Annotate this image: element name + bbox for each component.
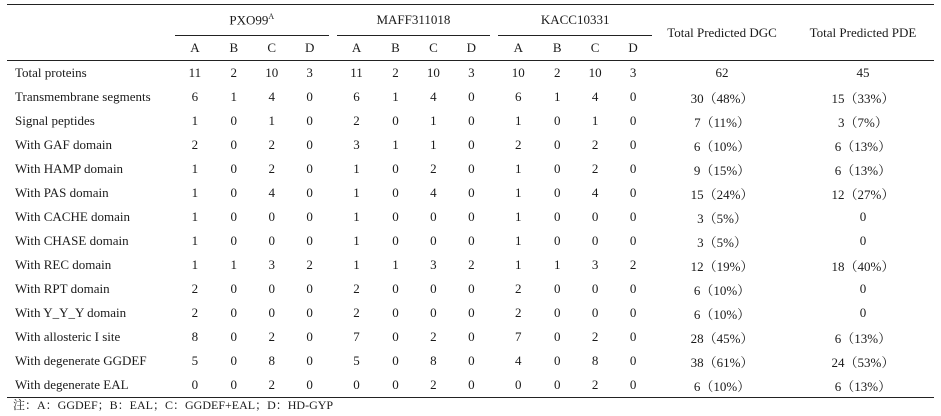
- table-cell: 1: [230, 257, 238, 272]
- column-gap: [329, 85, 337, 109]
- column-gap: [329, 229, 337, 253]
- table-cell: 0: [553, 353, 561, 368]
- column-gap: [490, 85, 498, 109]
- table-cell: 0: [591, 281, 599, 296]
- table-row: [7, 325, 934, 349]
- column-gap: [329, 157, 337, 181]
- dgc-cell: 28（45%）: [690, 330, 754, 346]
- table-cell: 0: [430, 209, 437, 224]
- column-gap: [490, 253, 498, 277]
- table-row: [7, 349, 934, 373]
- table-cell: 0: [629, 209, 637, 224]
- table-cell: 0: [629, 329, 637, 344]
- column-gap: [490, 205, 498, 229]
- dgc-cell: 3（5%）: [697, 234, 747, 250]
- table-row: [7, 157, 934, 181]
- table-cell: 0: [306, 161, 313, 176]
- table-cell: 0: [629, 137, 637, 152]
- pde-cell: 18（40%）: [831, 258, 895, 274]
- table-cell: 0: [230, 161, 238, 176]
- table-cell: 0: [430, 305, 437, 320]
- sub-header: D: [614, 36, 652, 61]
- table-row: [7, 85, 934, 109]
- table-cell: 0: [306, 89, 313, 104]
- table-cell: 0: [306, 329, 313, 344]
- table-cell: 0: [468, 281, 475, 296]
- table-cell: 0: [553, 329, 561, 344]
- dgc-cell: 30（48%）: [690, 90, 754, 106]
- table-cell: 2: [515, 305, 522, 320]
- table-cell: 1: [353, 257, 360, 272]
- table-cell: 4: [430, 185, 437, 200]
- table-cell: 0: [230, 137, 238, 152]
- table-cell: 2: [191, 137, 199, 152]
- pde-cell: 0: [859, 209, 867, 224]
- total-dgc-header: Total Predicted DGC: [652, 5, 792, 61]
- table-cell: 0: [629, 185, 637, 200]
- pde-cell: 6（13%）: [792, 373, 934, 398]
- table-cell: 1: [515, 257, 522, 272]
- table-cell: 4: [515, 353, 522, 368]
- pde-cell: 45: [856, 65, 870, 80]
- table-cell: 0: [392, 329, 399, 344]
- table-cell: 0: [230, 281, 238, 296]
- table-cell: 0: [468, 329, 475, 344]
- table-cell: 1: [191, 185, 199, 200]
- table-cell: 6: [191, 89, 199, 104]
- table-cell: 1: [353, 185, 360, 200]
- table-cell: 1: [191, 209, 199, 224]
- table-row: [7, 205, 934, 229]
- table-cell: 0: [468, 161, 475, 176]
- table-cell: 0: [553, 185, 561, 200]
- table-cell: 8: [591, 353, 599, 368]
- table-cell: 1: [591, 113, 599, 128]
- table-cell: 11: [350, 65, 363, 80]
- table-cell: 2: [353, 281, 360, 296]
- table-cell: 0: [268, 305, 275, 320]
- row-label: With PAS domain: [15, 185, 109, 200]
- table-cell: 1: [392, 257, 399, 272]
- table-cell: 0: [392, 209, 399, 224]
- row-label: Transmembrane segments: [15, 89, 151, 104]
- table-cell: 2: [629, 257, 637, 272]
- column-gap: [490, 301, 498, 325]
- column-gap: [490, 133, 498, 157]
- table-cell: 2: [268, 137, 275, 152]
- table-cell: 0: [306, 185, 313, 200]
- column-gap: [490, 61, 498, 86]
- table-cell: 2: [553, 65, 561, 80]
- table-cell: 7: [515, 329, 522, 344]
- row-label: With degenerate GGDEF: [15, 353, 147, 368]
- table-cell: 0: [553, 281, 561, 296]
- column-gap: [490, 229, 498, 253]
- table-cell: 0: [175, 373, 215, 398]
- table-cell: 0: [230, 209, 238, 224]
- table-cell: 5: [353, 353, 360, 368]
- row-label: With Y_Y_Y domain: [15, 305, 127, 320]
- table-cell: 10: [426, 65, 440, 80]
- dgc-cell: 9（15%）: [693, 162, 751, 178]
- table-cell: 0: [468, 353, 475, 368]
- table-cell: 0: [291, 373, 329, 398]
- table-cell: 1: [515, 161, 522, 176]
- sub-header: C: [414, 36, 452, 61]
- table-cell: 0: [553, 161, 561, 176]
- pde-cell: 12（27%）: [831, 186, 895, 202]
- table-row: [7, 253, 934, 277]
- dgc-cell: 6（10%）: [652, 373, 792, 398]
- table-cell: 1: [191, 113, 199, 128]
- table-cell: 0: [468, 113, 475, 128]
- table-cell: 0: [629, 89, 637, 104]
- table-cell: 0: [306, 233, 313, 248]
- table-cell: 3: [430, 257, 437, 272]
- column-gap: [329, 61, 337, 86]
- row-label: Total proteins: [15, 65, 87, 80]
- table-cell: 0: [452, 373, 490, 398]
- table-cell: 2: [591, 137, 599, 152]
- dgc-cell: 6（10%）: [693, 306, 751, 322]
- dgc-cell: 38（61%）: [690, 354, 754, 370]
- row-label: With allosteric I site: [15, 329, 121, 344]
- sub-header: D: [291, 36, 329, 61]
- table-cell: 0: [392, 185, 399, 200]
- table-cell: 1: [191, 257, 199, 272]
- table-cell: 8: [191, 329, 199, 344]
- table-cell: 1: [191, 161, 199, 176]
- column-gap: [490, 325, 498, 349]
- table-cell: 10: [511, 65, 525, 80]
- table-cell: 0: [230, 329, 238, 344]
- table-row: [7, 229, 934, 253]
- table-cell: 0: [392, 281, 399, 296]
- table-cell: 0: [306, 113, 313, 128]
- table-cell: 0: [498, 373, 538, 398]
- table-cell: 3: [629, 65, 637, 80]
- table-cell: 0: [392, 305, 399, 320]
- data-table: [7, 4, 934, 398]
- row-label: With GAF domain: [15, 137, 112, 152]
- table-cell: 1: [515, 113, 522, 128]
- table-cell: 0: [230, 233, 238, 248]
- table-cell: 1: [515, 209, 522, 224]
- table-cell: 4: [430, 89, 437, 104]
- table-cell: 0: [268, 281, 275, 296]
- table-cell: 0: [629, 353, 637, 368]
- sub-header: B: [538, 36, 576, 61]
- pde-cell: 6（13%）: [834, 330, 892, 346]
- column-gap: [329, 181, 337, 205]
- table-cell: 0: [468, 89, 475, 104]
- table-row: [7, 373, 934, 398]
- row-label: With RPT domain: [15, 281, 110, 296]
- table-cell: 2: [353, 113, 360, 128]
- table-cell: 1: [191, 233, 199, 248]
- row-label: With HAMP domain: [15, 161, 124, 176]
- table-cell: 0: [553, 209, 561, 224]
- table-cell: 0: [230, 113, 238, 128]
- table-cell: 0: [629, 233, 637, 248]
- table-row: [7, 277, 934, 301]
- table-cell: 10: [588, 65, 602, 80]
- column-gap: [329, 349, 337, 373]
- table-row: [7, 61, 934, 86]
- dgc-cell: 6（10%）: [693, 282, 751, 298]
- table-cell: 0: [337, 373, 377, 398]
- table-cell: 1: [353, 209, 360, 224]
- table-cell: 0: [306, 137, 313, 152]
- table-cell: 7: [353, 329, 360, 344]
- table-cell: 2: [230, 65, 238, 80]
- table-cell: 0: [230, 353, 238, 368]
- pde-cell: 6（13%）: [834, 138, 892, 154]
- table-cell: 2: [468, 257, 475, 272]
- column-gap: [329, 109, 337, 133]
- table-cell: 0: [306, 353, 313, 368]
- group-header-kacc10331: KACC10331: [498, 5, 652, 36]
- table-cell: 1: [353, 233, 360, 248]
- dgc-cell: 3（5%）: [697, 210, 747, 226]
- table-cell: 0: [306, 281, 313, 296]
- sub-header: A: [498, 36, 538, 61]
- table-cell: 1: [353, 161, 360, 176]
- table-cell: 2: [253, 373, 291, 398]
- column-gap: [329, 277, 337, 301]
- row-label: With CHASE domain: [15, 233, 129, 248]
- table-cell: 1: [430, 113, 437, 128]
- table-cell: 1: [392, 137, 399, 152]
- table-cell: 2: [353, 305, 360, 320]
- table-cell: 0: [629, 161, 637, 176]
- table-cell: 0: [614, 373, 652, 398]
- table-cell: 0: [468, 185, 475, 200]
- table-cell: 0: [430, 233, 437, 248]
- table-cell: 0: [230, 305, 238, 320]
- dgc-cell: 6（10%）: [693, 138, 751, 154]
- group-header-pxo99: $PXO99^A$: [175, 5, 329, 36]
- table-cell: 2: [515, 137, 522, 152]
- column-gap: [490, 181, 498, 205]
- table-body: [7, 61, 934, 398]
- table-cell: 0: [468, 305, 475, 320]
- table-cell: 3: [468, 65, 475, 80]
- table-cell: 2: [191, 281, 199, 296]
- table-cell: 0: [306, 209, 313, 224]
- table-row: [7, 109, 934, 133]
- table-cell: 0: [553, 233, 561, 248]
- table-cell: 0: [468, 137, 475, 152]
- sub-header: A: [337, 36, 377, 61]
- row-label: With degenerate EAL: [7, 373, 175, 398]
- table-cell: 0: [591, 233, 599, 248]
- column-gap: [329, 253, 337, 277]
- table-cell: 1: [230, 89, 238, 104]
- dgc-cell: 15（24%）: [690, 186, 754, 202]
- table-cell: 4: [268, 185, 275, 200]
- table-cell: 3: [268, 257, 275, 272]
- table-cell: 2: [515, 281, 522, 296]
- column-gap: [490, 277, 498, 301]
- table-cell: 10: [265, 65, 279, 80]
- table-cell: 6: [515, 89, 522, 104]
- table-cell: 0: [306, 305, 313, 320]
- table-row: [7, 301, 934, 325]
- table-cell: 0: [629, 305, 637, 320]
- pde-cell: 6（13%）: [834, 162, 892, 178]
- table-cell: 2: [392, 65, 399, 80]
- dgc-cell: 12（19%）: [690, 258, 754, 274]
- table-cell: 4: [591, 89, 599, 104]
- table-cell: 2: [430, 161, 437, 176]
- table-cell: 0: [268, 209, 275, 224]
- table-cell: 2: [591, 161, 599, 176]
- table-cell: 0: [468, 233, 475, 248]
- table-cell: 2: [268, 161, 275, 176]
- pde-cell: 24（53%）: [831, 354, 895, 370]
- table-cell: 0: [629, 113, 637, 128]
- row-label-header: [7, 5, 175, 36]
- table-cell: 2: [268, 329, 275, 344]
- table-cell: 1: [553, 89, 561, 104]
- table-cell: 2: [430, 329, 437, 344]
- table-cell: 1: [515, 185, 522, 200]
- table-cell: 3: [591, 257, 599, 272]
- table-cell: 1: [430, 137, 437, 152]
- table-cell: 0: [392, 161, 399, 176]
- column-gap: [490, 157, 498, 181]
- table-cell: 0: [268, 233, 275, 248]
- row-label: With CACHE domain: [15, 209, 131, 224]
- table-cell: 0: [553, 137, 561, 152]
- column-gap: [329, 325, 337, 349]
- sub-header: B: [215, 36, 253, 61]
- dgc-cell: 7（11%）: [694, 114, 750, 130]
- table-cell: 1: [553, 257, 561, 272]
- table-cell: 6: [353, 89, 360, 104]
- sub-header: C: [253, 36, 291, 61]
- pde-cell: 0: [859, 233, 867, 248]
- column-gap: [329, 205, 337, 229]
- table-cell: 0: [553, 113, 561, 128]
- table-cell: 2: [414, 373, 452, 398]
- total-pde-header: Total Predicted PDE: [792, 5, 934, 61]
- row-label: With REC domain: [15, 257, 112, 272]
- sub-header: A: [175, 36, 215, 61]
- table-row: [7, 181, 934, 205]
- table-cell: 1: [268, 113, 275, 128]
- table-cell: 0: [629, 281, 637, 296]
- table-cell: 5: [191, 353, 199, 368]
- sub-header: D: [452, 36, 490, 61]
- table-cell: 2: [576, 373, 614, 398]
- table-cell: 4: [591, 185, 599, 200]
- column-gap: [490, 349, 498, 373]
- table-cell: 0: [591, 305, 599, 320]
- table-cell: 0: [538, 373, 576, 398]
- table-cell: 1: [392, 89, 399, 104]
- table-cell: 0: [392, 353, 399, 368]
- table-cell: 3: [353, 137, 360, 152]
- table-cell: 2: [306, 257, 313, 272]
- table-cell: 0: [215, 373, 253, 398]
- group-header-maff311018: MAFF311018: [337, 5, 491, 36]
- sub-header: B: [377, 36, 415, 61]
- table-cell: 0: [392, 233, 399, 248]
- table-cell: 8: [430, 353, 437, 368]
- column-gap: [329, 133, 337, 157]
- table-cell: 2: [591, 329, 599, 344]
- pde-cell: 0: [859, 281, 867, 296]
- column-gap: [329, 301, 337, 325]
- table-cell: 0: [553, 305, 561, 320]
- table-cell: 2: [191, 305, 199, 320]
- table-cell: 0: [468, 209, 475, 224]
- table-cell: 0: [230, 185, 238, 200]
- column-gap: [329, 373, 337, 398]
- table-cell: 0: [392, 113, 399, 128]
- sub-header: C: [576, 36, 614, 61]
- pde-cell: 15（33%）: [831, 90, 895, 106]
- table-cell: 0: [430, 281, 437, 296]
- table-footnote: 注：A：GGDEF；B：EAL；C：GGDEF+EAL；D：HD-GYP: [13, 398, 334, 412]
- table-cell: 4: [268, 89, 275, 104]
- pde-cell: 3（7%）: [838, 114, 888, 130]
- column-gap: [490, 373, 498, 398]
- pde-cell: 0: [859, 305, 867, 320]
- table-cell: 8: [268, 353, 275, 368]
- table-cell: 1: [515, 233, 522, 248]
- dgc-cell: 62: [715, 65, 729, 80]
- row-label: Signal peptides: [15, 113, 95, 128]
- column-gap: [490, 109, 498, 133]
- table-cell: 11: [188, 65, 202, 80]
- table-row: [7, 133, 934, 157]
- table-cell: 0: [377, 373, 415, 398]
- table-cell: 3: [306, 65, 313, 80]
- table-cell: 0: [591, 209, 599, 224]
